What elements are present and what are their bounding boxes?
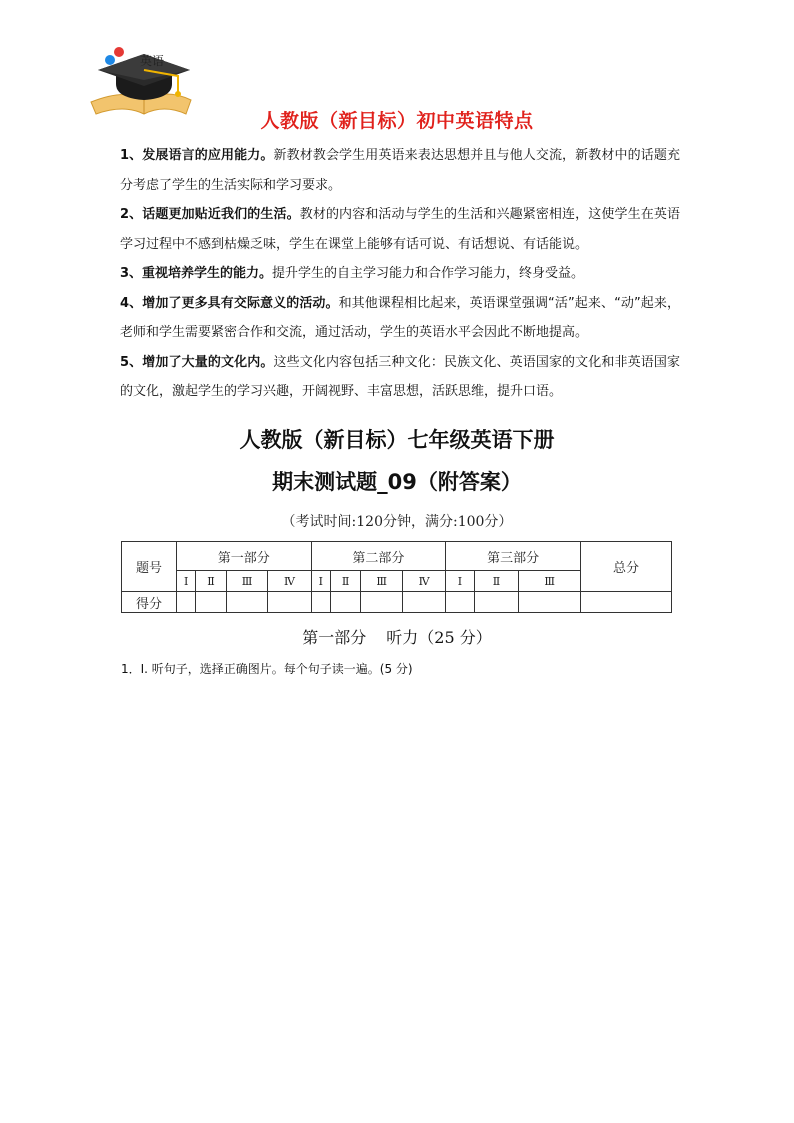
part1-sub-header: Ⅲ bbox=[226, 571, 268, 592]
score-cell bbox=[519, 592, 581, 613]
part1-header: 第一部分 bbox=[177, 542, 312, 571]
score-row-label: 得分 bbox=[122, 592, 177, 613]
feature-item bbox=[120, 141, 680, 200]
feature-item bbox=[120, 289, 680, 348]
score-cell bbox=[474, 592, 519, 613]
score-cell bbox=[268, 592, 311, 613]
feature-item bbox=[120, 259, 680, 289]
logo-label: 英语 bbox=[140, 54, 165, 68]
score-table bbox=[121, 541, 672, 613]
feature-body: 新教材教会学生用英语来表达思想并且与他人交流，新教材中的话题充分考虑了学生的生活实际和学习要求。 bbox=[120, 148, 680, 193]
part1-sub-header: Ⅳ bbox=[268, 571, 311, 592]
section-part: 第一部分 bbox=[302, 628, 367, 647]
question-1: 1．Ⅰ. 听句子，选择正确图片。每个句子读一遍。(5 分) bbox=[121, 662, 413, 676]
score-cell bbox=[226, 592, 268, 613]
total-header: 总分 bbox=[581, 542, 672, 592]
part3-sub-header: Ⅰ bbox=[446, 571, 474, 592]
feature-title: 人教版（新目标）初中英语特点 bbox=[260, 110, 534, 132]
feature-item bbox=[120, 348, 680, 407]
score-cell bbox=[196, 592, 226, 613]
feature-body: 和其他课程相比起来，英语课堂强调“活”起来、“动”起来，老师和学生需要紧密合作和交流，通过活动，学生的英语水平会因此不断地提高。 bbox=[120, 295, 680, 340]
feature-heading: 4、增加了更多具有交际意义的活动。 bbox=[120, 295, 339, 311]
score-cell bbox=[330, 592, 360, 613]
total-score-cell bbox=[581, 592, 672, 613]
score-cell bbox=[177, 592, 196, 613]
part2-sub-header: Ⅰ bbox=[311, 571, 330, 592]
part1-sub-header: Ⅰ bbox=[177, 571, 196, 592]
feature-heading: 2、话题更加贴近我们的生活。 bbox=[120, 207, 300, 222]
section-name: 听力（25 分） bbox=[386, 628, 492, 647]
score-cell bbox=[403, 592, 446, 613]
feature-body: 提升学生的自主学习能力和合作学习能力，终身受益。 bbox=[272, 266, 585, 281]
feature-item bbox=[120, 200, 680, 259]
part3-sub-header: Ⅲ bbox=[519, 571, 581, 592]
exam-title-line1: 人教版（新目标）七年级英语下册 bbox=[239, 428, 555, 452]
part2-sub-header: Ⅲ bbox=[361, 571, 403, 592]
feature-heading: 1、发展语言的应用能力。 bbox=[120, 148, 274, 163]
question-number-label: 题号 bbox=[122, 542, 177, 592]
part2-sub-header: Ⅱ bbox=[330, 571, 360, 592]
part3-sub-header: Ⅱ bbox=[474, 571, 519, 592]
feature-body: 这些文化内容包括三种文化：民族文化、英语国家的文化和非英语国家的文化，激起学生的学习兴趣，开阔视野、丰富思想，活跃思维，提升口语。 bbox=[120, 354, 680, 399]
score-cell bbox=[446, 592, 474, 613]
part3-header: 第三部分 bbox=[446, 542, 581, 571]
score-cell bbox=[311, 592, 330, 613]
section-title bbox=[0, 625, 794, 648]
feature-heading: 3、重视培养学生的能力。 bbox=[120, 266, 273, 281]
part2-header: 第二部分 bbox=[311, 542, 446, 571]
part2-sub-header: Ⅳ bbox=[403, 571, 446, 592]
exam-title-line2: 期末测试题_09（附答案） bbox=[272, 470, 522, 494]
exam-info: （考试时间:120分钟，满分:100分） bbox=[281, 514, 513, 530]
part1-sub-header: Ⅱ bbox=[196, 571, 226, 592]
feature-heading: 5、增加了大量的文化内。 bbox=[120, 354, 274, 370]
feature-list bbox=[120, 141, 680, 407]
score-cell bbox=[361, 592, 403, 613]
feature-body: 教材的内容和活动与学生的生活和兴趣紧密相连，这使学生在英语学习过程中不感到枯燥乏味，学生在课堂上能够有话可说、有话想说、有话能说。 bbox=[120, 207, 680, 252]
